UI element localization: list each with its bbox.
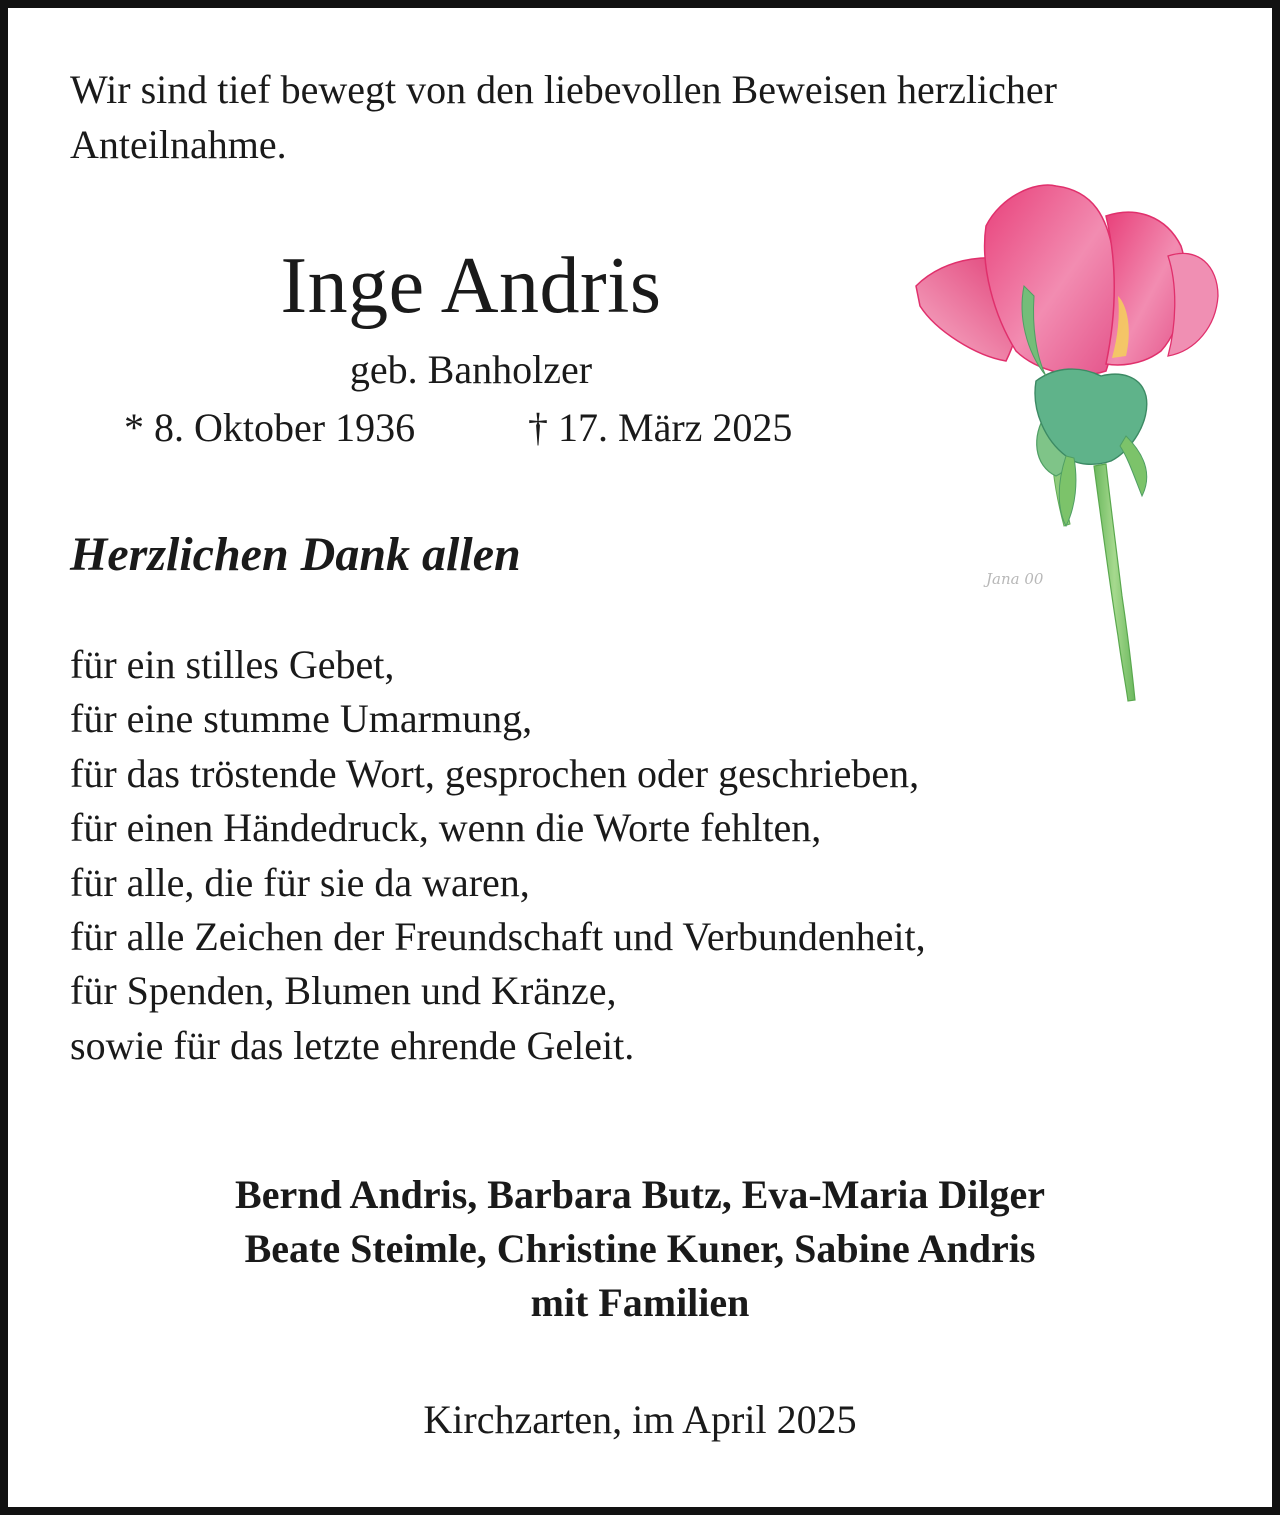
artist-signature: Jana 00: [986, 570, 1044, 588]
thanks-line: sowie für das letzte ehrende Geleit.: [70, 1022, 635, 1068]
death-date: † 17. März 2025: [528, 405, 793, 450]
thanks-list: [70, 638, 926, 1073]
thanks-line: für alle, die für sie da waren,: [70, 859, 530, 905]
thanks-line: für das tröstende Wort, gesprochen oder geschrieben,: [70, 750, 920, 796]
deceased-name: Inge Andris: [280, 242, 662, 330]
maiden-name: geb. Banholzer: [349, 347, 593, 392]
signatory-line: mit Familien: [530, 1280, 750, 1325]
signatory-line: Bernd Andris, Barbara Butz, Eva-Maria Dilger: [235, 1172, 1045, 1217]
thanks-line: für einen Händedruck, wenn die Worte fehlten,: [70, 805, 822, 851]
thanks-line: für eine stumme Umarmung,: [70, 696, 533, 742]
thanks-line: für Spenden, Blumen und Kränze,: [70, 968, 617, 1014]
thanks-line: für ein stilles Gebet,: [70, 642, 395, 687]
signatories: [8, 1168, 1272, 1330]
thanks-line: für alle Zeichen der Freundschaft und Verbundenheit,: [70, 914, 926, 960]
rose-stem: [1094, 464, 1135, 701]
intro-text: Wir sind tief bewegt von den liebevollen Beweisen herzlicher Anteilnahme.: [70, 67, 1057, 167]
place-date: Kirchzarten, im April 2025: [423, 1397, 857, 1442]
signatory-line: Beate Steimle, Christine Kuner, Sabine Andris: [244, 1226, 1036, 1271]
thanks-heading: Herzlichen Dank allen: [70, 528, 521, 581]
birth-date: * 8. Oktober 1936: [124, 405, 416, 450]
rose-illustration: [906, 166, 1226, 706]
